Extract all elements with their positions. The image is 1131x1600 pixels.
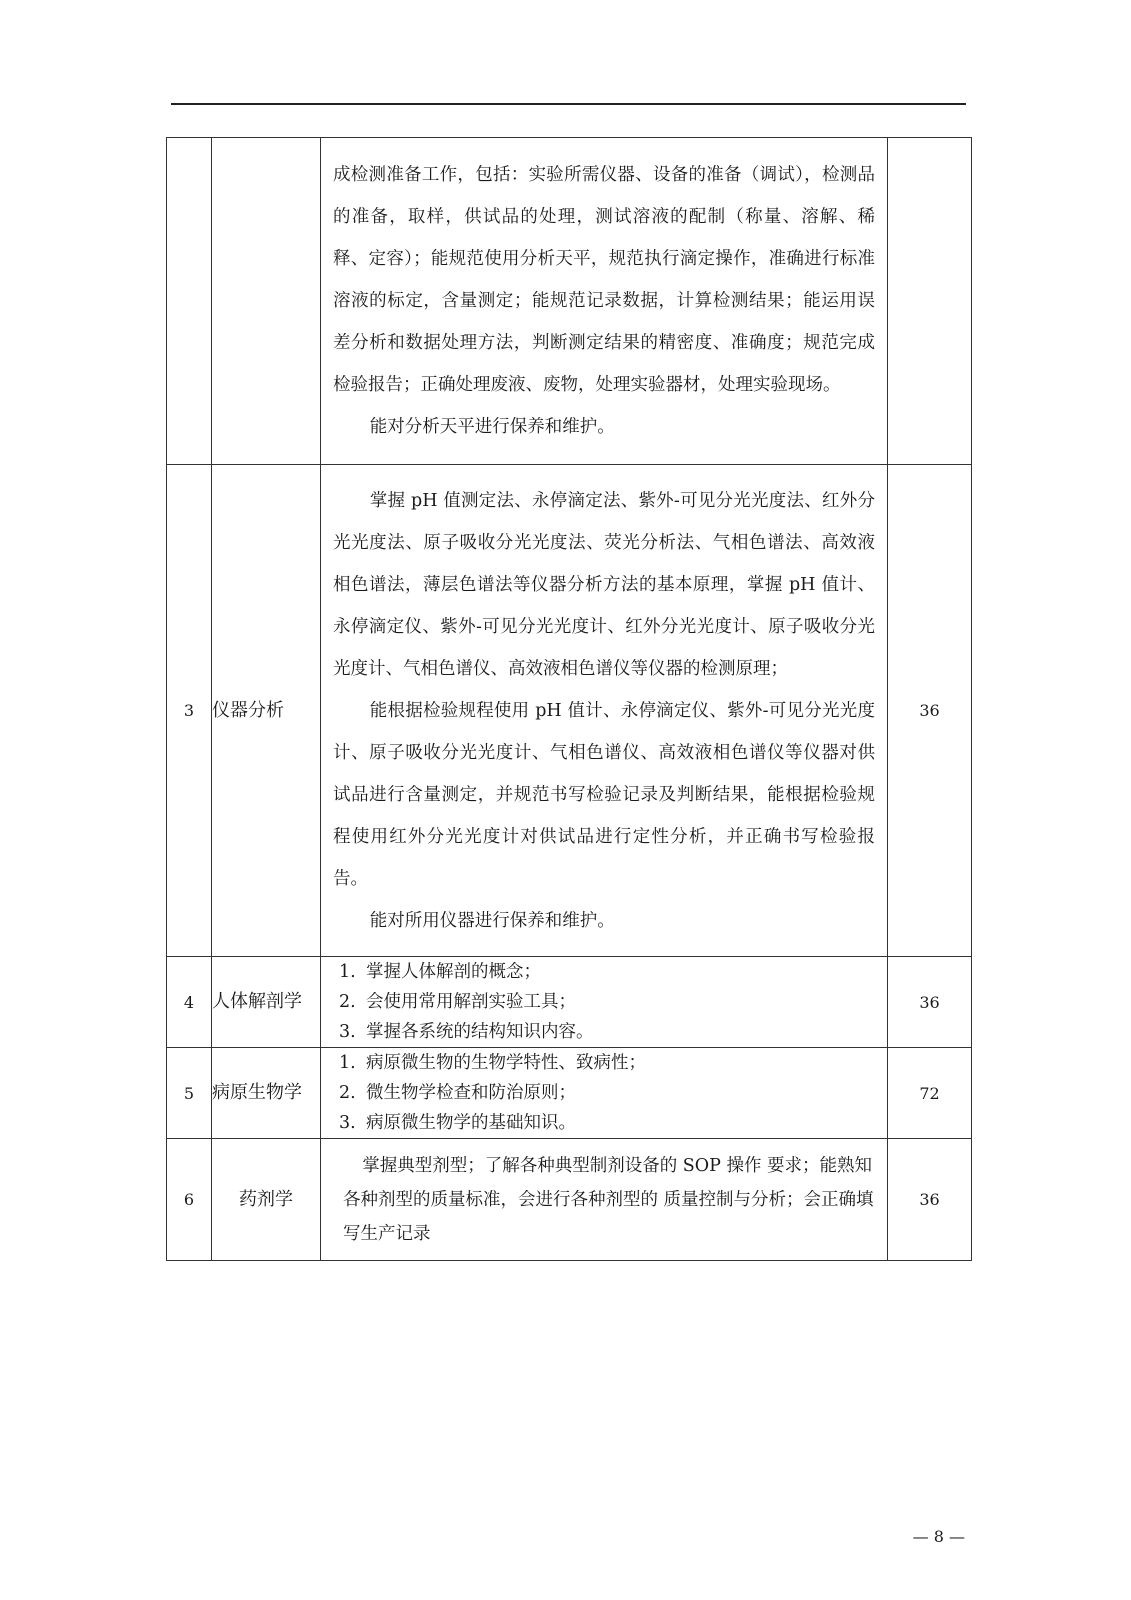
list-text: 会使用常用解剖实验工具；: [366, 992, 576, 1012]
list-text: 病原微生物学的基础知识。: [366, 1113, 576, 1133]
list-number: 1.: [339, 962, 356, 982]
list-number: 2.: [339, 1083, 356, 1103]
header-rule: [171, 103, 966, 105]
course-name: [212, 138, 321, 465]
list-number: 2.: [339, 992, 356, 1012]
course-hours: [888, 138, 972, 465]
list-text: 微生物学检查和防治原则；: [366, 1083, 576, 1103]
content-paragraph: 能对分析天平进行保养和维护。: [369, 417, 615, 437]
course-name: 仪器分析: [212, 465, 321, 957]
row-number: 3: [167, 465, 212, 957]
list-number: 3.: [339, 1022, 356, 1042]
list-text: 掌握人体解剖的概念；: [366, 962, 541, 982]
list-item: [321, 1078, 887, 1108]
row-number: 4: [167, 957, 212, 1048]
list-item: [321, 957, 887, 987]
course-hours: 72: [888, 1048, 972, 1139]
row-number: [167, 138, 212, 465]
content-paragraph: 掌握 pH 值测定法、永停滴定法、紫外-可见分光光度法、红外分光光度法、原子吸收分光光度法、荧光分析法、气相色谱法、高效液相色谱法，薄层色谱法等仪器分析方法的基本原理，掌握 pH 值计、永停滴定仪、紫外-可见分光光度计、红外分光光度计、原子吸收分光光度计、气相色谱仪、高效液相色谱仪等仪器的检测原理；: [333, 490, 875, 679]
content-paragraph: 成检测准备工作，包括：实验所需仪器、设备的准备（调试），检测品的准备，取样，供试品的处理，测试溶液的配制（称量、溶解、稀释、定容）；能规范使用分析天平，规范执行滴定操作，准确进行标准溶液的标定，含量测定；能规范记录数据，计算检测结果；能运用误差分析和数据处理方法，判断测定结果的精密度、准确度；规范完成检验报告；正确处理废液、废物，处理实验器材，处理实验现场。: [333, 165, 875, 395]
list-item: [321, 987, 887, 1017]
list-text: 病原微生物的生物学特性、致病性；: [366, 1053, 646, 1073]
list-number: 3.: [339, 1113, 356, 1133]
curriculum-table: [166, 137, 972, 1261]
course-content: [321, 1048, 888, 1139]
course-hours: 36: [888, 1139, 972, 1261]
page-number: — 8 —: [912, 1527, 965, 1546]
content-paragraph: 掌握典型剂型；了解各种典型制剂设备的 SOP 操作 要求；能熟知各种剂型的质量标准，会进行各种剂型的 质量控制与分析；会正确填写生产记录: [343, 1155, 874, 1244]
course-hours: 36: [888, 465, 972, 957]
row-number: 6: [167, 1139, 212, 1261]
list-item: [321, 1017, 887, 1047]
table-row: [167, 1048, 972, 1139]
list-number: 1.: [339, 1053, 356, 1073]
course-content: [321, 465, 888, 957]
list-item: [321, 1048, 887, 1078]
course-content: [321, 1139, 888, 1261]
table-row: [167, 1139, 972, 1261]
content-paragraph: 能根据检验规程使用 pH 值计、永停滴定仪、紫外-可见分光光度计、原子吸收分光光度计、气相色谱仪、高效液相色谱仪等仪器对供试品进行含量测定，并规范书写检验记录及判断结果，能根据检验规程使用红外分光光度计对供试品进行定性分析，并正确书写检验报告。: [333, 700, 875, 889]
course-name: 药剂学: [212, 1139, 321, 1261]
table-row: [167, 957, 972, 1048]
table-row: [167, 138, 972, 465]
row-number: 5: [167, 1048, 212, 1139]
list-text: 掌握各系统的结构知识内容。: [366, 1022, 594, 1042]
course-hours: 36: [888, 957, 972, 1048]
list-item: [321, 1108, 887, 1138]
table-row: [167, 465, 972, 957]
content-paragraph: 能对所用仪器进行保养和维护。: [369, 910, 615, 931]
course-name: 人体解剖学: [212, 957, 321, 1048]
course-name: 病原生物学: [212, 1048, 321, 1139]
course-content: [321, 138, 888, 465]
course-content: [321, 957, 888, 1048]
